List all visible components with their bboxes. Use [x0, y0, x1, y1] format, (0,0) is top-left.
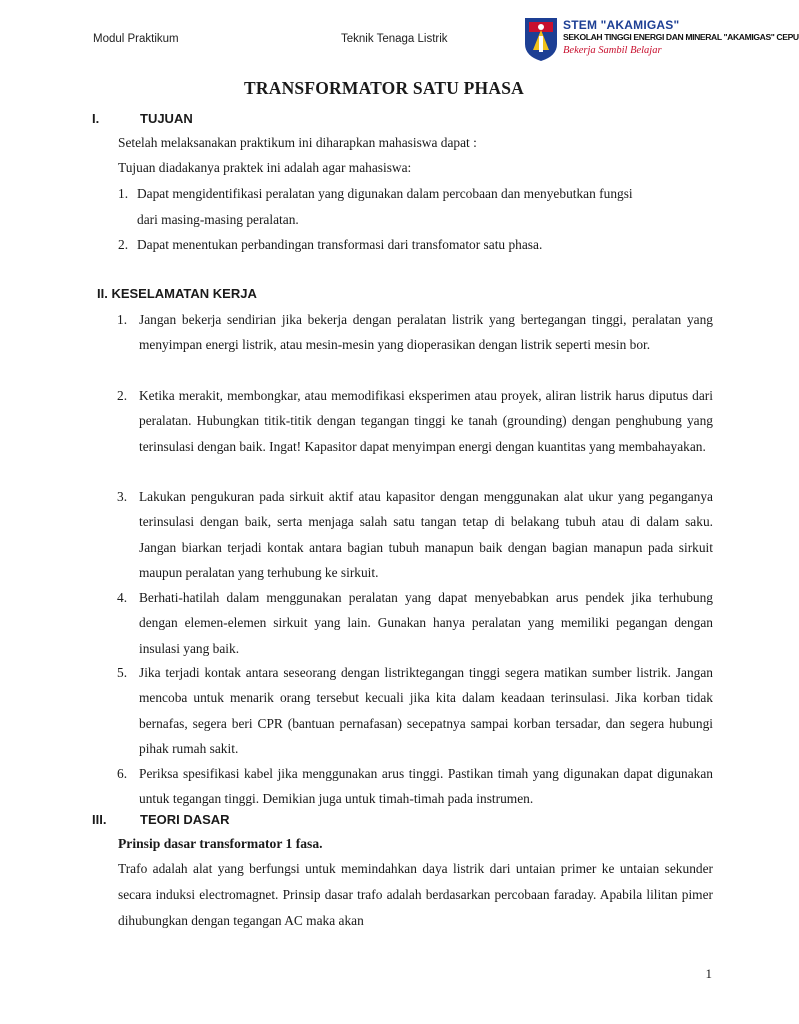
list-item-number: 4. [117, 590, 128, 605]
section-title: TEORI DASAR [140, 812, 230, 827]
list-item-text: Berhati-hatilah dalam menggunakan peralatan yang dapat menyebabkan arus pendek jika terhubung dengan elemen-elemen sirkuit yang lain. Gunakan hanya peralatan yang memiliki pegangan dengan insulasi yang baik. [139, 590, 713, 656]
logo-motto: Bekerja Sambil Belajar [563, 45, 662, 56]
header-left: Modul Praktikum [93, 33, 179, 45]
document-title: TRANSFORMATOR SATU PHASA [244, 78, 524, 98]
section-heading-tujuan [92, 111, 193, 126]
paragraph: Trafo adalah alat yang berfungsi untuk memindahkan daya listrik dari untaian primer ke untaian sekunder secara induksi electromagnet. Prinsip dasar trafo adalah berdasarkan percobaan faraday. Apabila lilitan pimer dihubungkan dengan tegangan AC maka akan [118, 861, 713, 928]
section-number: I. [92, 111, 100, 126]
subheading: Prinsip dasar transformator 1 fasa. [118, 836, 323, 851]
list-item-number: 1. [117, 312, 128, 327]
list-item-number: 2. [118, 237, 129, 252]
institution-logo [523, 16, 799, 64]
list-item-text: Dapat mengidentifikasi peralatan yang digunakan dalam percobaan dan menyebutkan fungsi [137, 186, 633, 201]
logo-subtitle: SEKOLAH TINGGI ENERGI DAN MINERAL "AKAMIGAS" CEPU [563, 32, 799, 42]
section-heading-keselamatan: II. KESELAMATAN KERJA [97, 286, 257, 301]
section-heading-teori [92, 812, 230, 827]
section-title: TUJUAN [140, 111, 193, 126]
header-center: Teknik Tenaga Listrik [341, 33, 448, 45]
list-item-number: 5. [117, 665, 128, 680]
list-item-text: Ketika merakit, membongkar, atau memodifikasi eksperimen atau proyek, aliran listrik harus diputus dari peralatan. Hubungkan titik-titik dengan tegangan tinggi ke tanah (grounding) dengan penghubung yang terinsulasi dengan baik. Ingat! Kapasitor dapat menyimpan energi dengan kuantitas yang membahayakan. [139, 388, 713, 454]
logo-title: STEM "AKAMIGAS" [563, 18, 680, 32]
list-item-text: Lakukan pengukuran pada sirkuit aktif atau kapasitor dengan menggunakan alat ukur yang peganganya terinsulasi dengan baik, serta menjaga salah satu tangan tetap di belakang tubuh atau di dalam saku. Jangan biarkan terjadi kontak antara bagian tubuh manapun baik dengan bagian manapun pada sirkuit maupun peralatan yang terhubung ke sirkuit. [139, 489, 713, 580]
paragraph-line: Setelah melaksanakan praktikum ini diharapkan mahasiswa dapat : [118, 135, 477, 150]
list-item-number: 2. [117, 388, 128, 403]
paragraph-line: Tujuan diadakanya praktek ini adalah agar mahasiswa: [118, 160, 412, 175]
list-item-text: Periksa spesifikasi kabel jika menggunakan arus tinggi. Pastikan timah yang digunakan dapat digunakan untuk tegangan tinggi. Demikian juga untuk timah-timah pada instrumen. [139, 766, 713, 807]
list-item-text: Jika terjadi kontak antara seseorang dengan listriktegangan tinggi segera matikan sumber listrik. Jangan mencoba untuk menarik orang tersebut kecuali jika kita dalam keadaan terinsulasi. Jika korban tidak bernafas, segera beri CPR (bantuan pernafasan) secepatnya sampai korban tersadar, dan segera hubungi pihak rumah sakit. [139, 665, 713, 756]
page-number: 1 [705, 966, 712, 981]
list-item-number: 6. [117, 766, 128, 781]
list-item-number: 3. [117, 489, 128, 504]
list-item-number: 1. [118, 186, 129, 201]
list-item-text: Jangan bekerja sendirian jika bekerja dengan peralatan listrik yang bertegangan tinggi, peralatan yang menyimpan energi listrik, atau mesin-mesin yang dioperasikan dengan listrik seperti mesin bor. [139, 312, 713, 353]
list-item-text: Dapat menentukan perbandingan transformasi dari transfomator satu phasa. [137, 237, 543, 252]
shield-emblem-icon [523, 16, 559, 62]
section-number: III. [92, 812, 107, 827]
list-item-text: dari masing-masing peralatan. [137, 212, 299, 227]
